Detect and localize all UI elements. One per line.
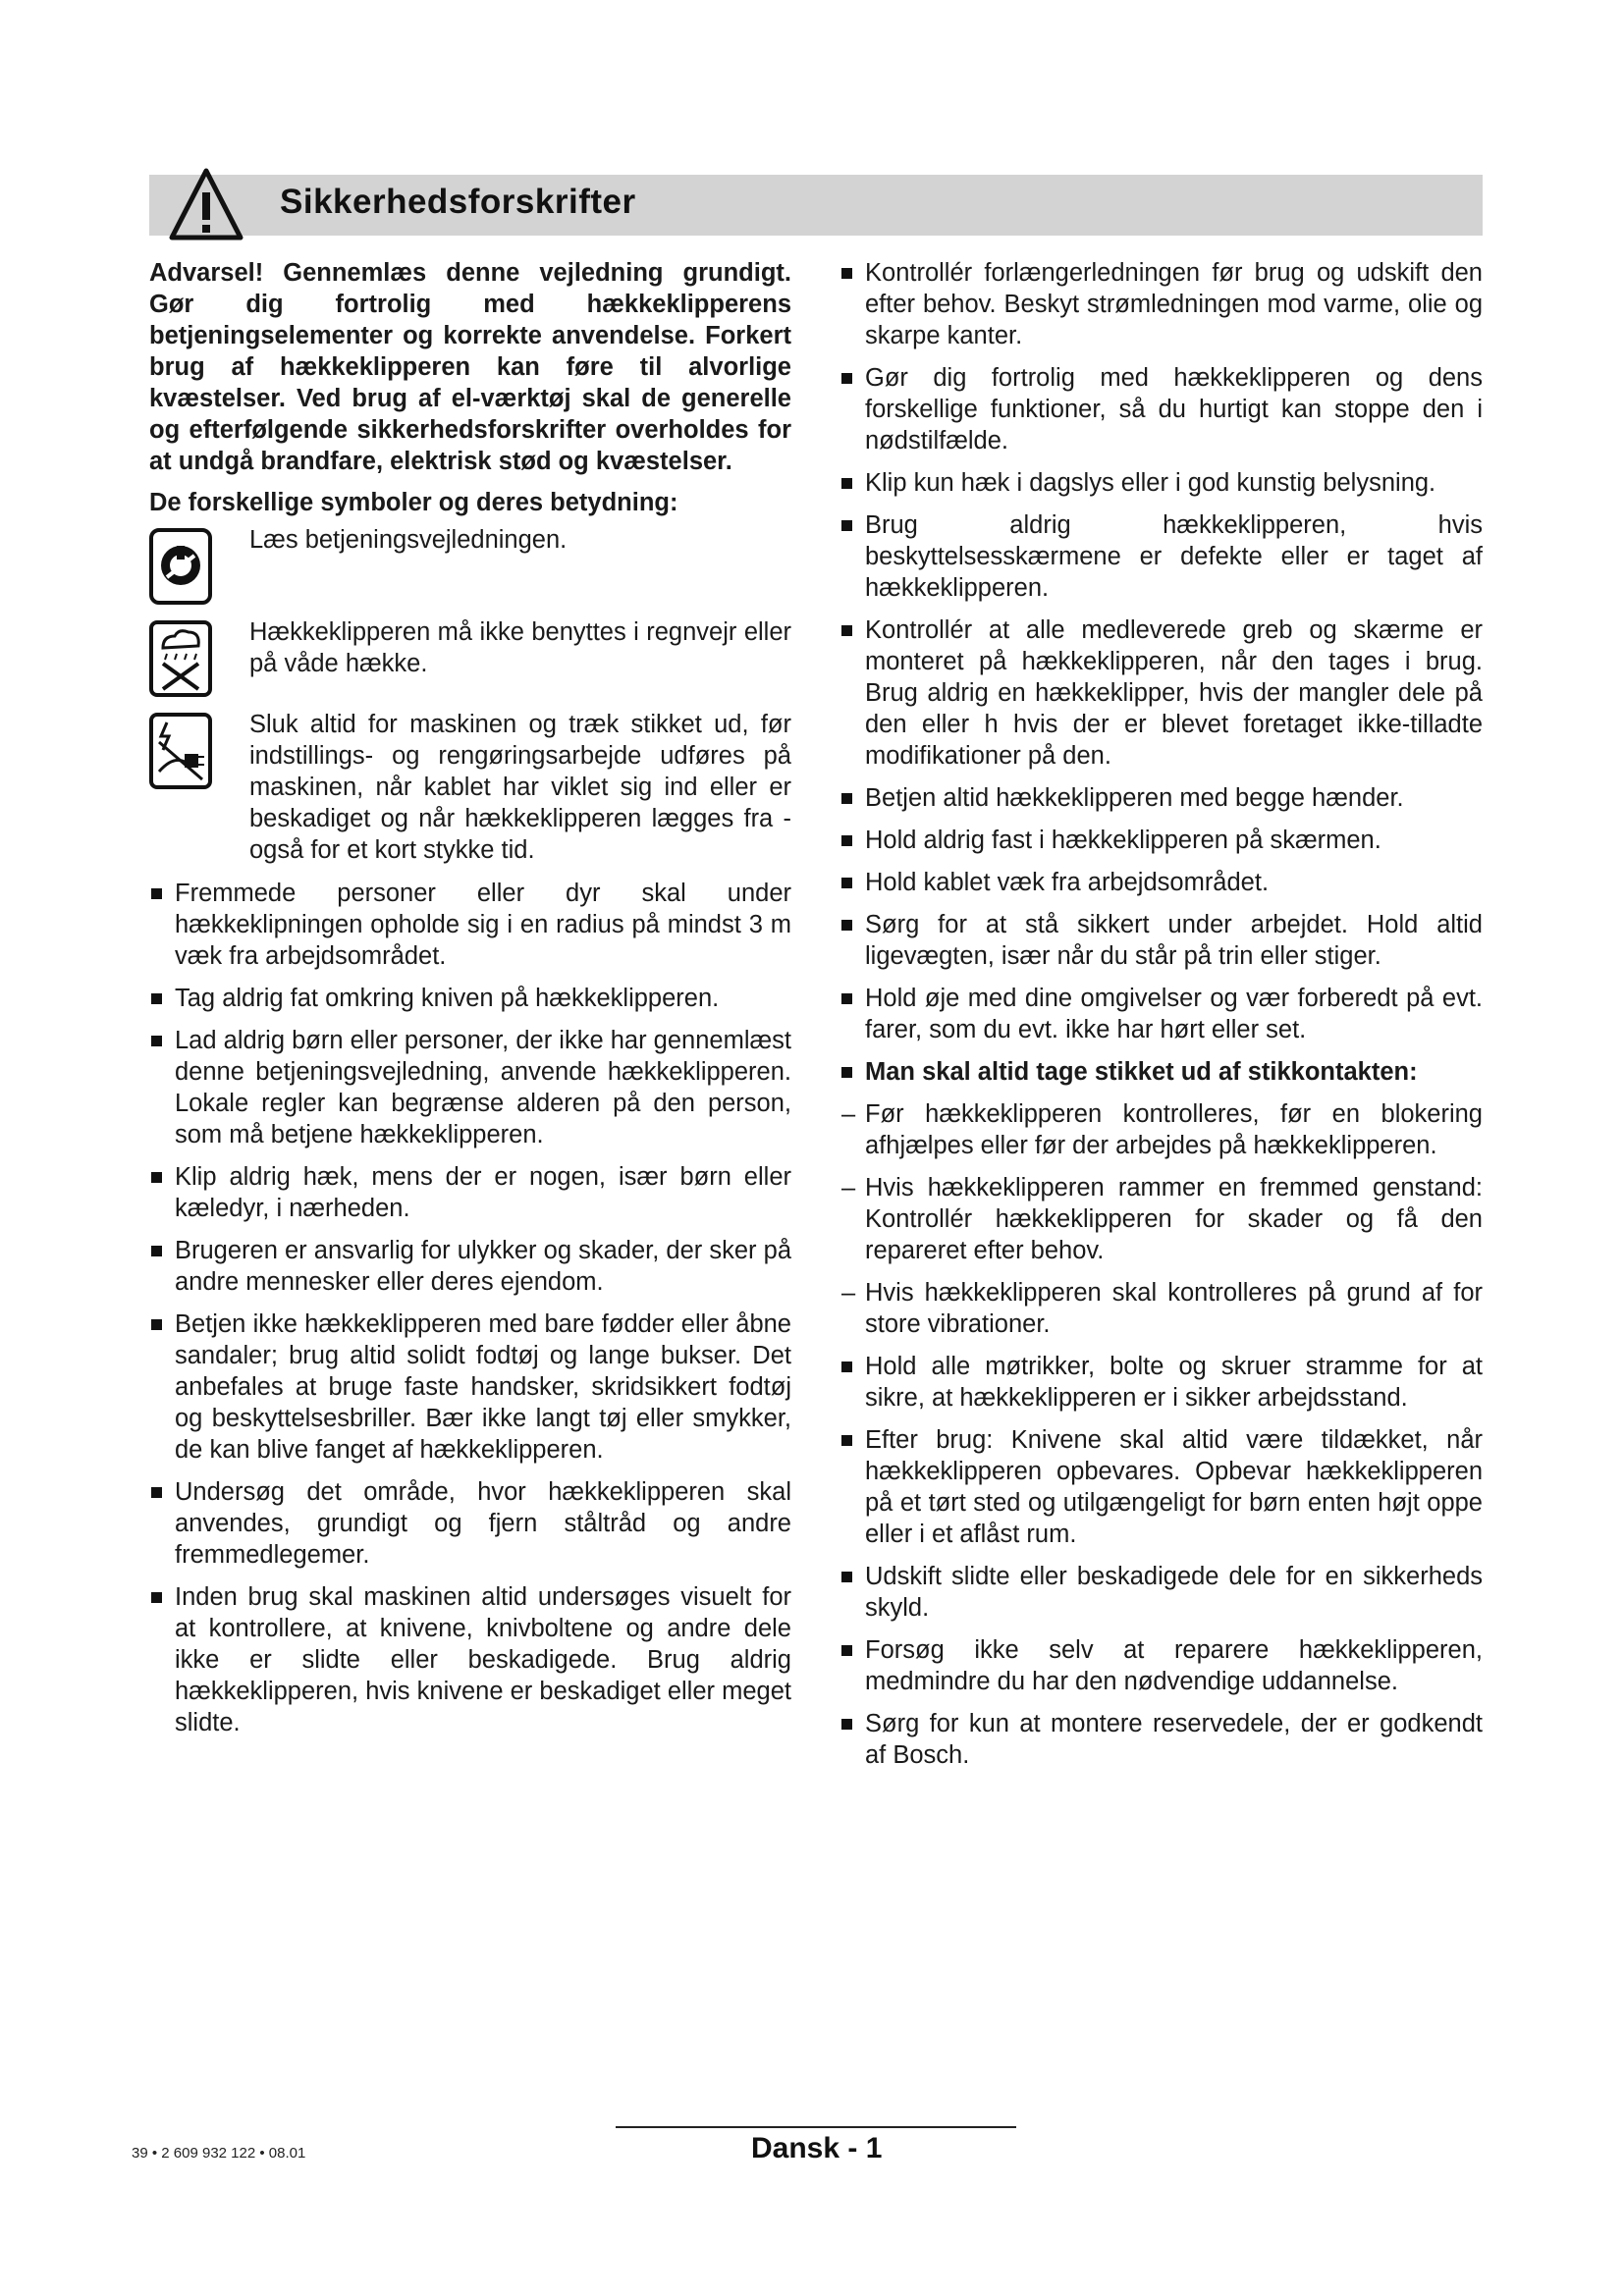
list-item: Undersøg det område, hvor hækkeklipperen skal anvendes, grundigt og fjern ståltråd og andre fremmedlegemer.: [149, 1476, 791, 1571]
list-item: Lad aldrig børn eller personer, der ikke har gennemlæst denne betjeningsvejledning, anvende hækkeklipperen. Lokale regler kan begrænse alderen på den person, som må betjene hækkeklipperen.: [149, 1025, 791, 1150]
list-item: Klip aldrig hæk, mens der er nogen, især børn eller kæledyr, i nærheden.: [149, 1161, 791, 1224]
symbol-text: Hækkeklipperen må ikke benyttes i regnvejr eller på våde hække.: [249, 618, 791, 677]
list-item: Betjen altid hækkeklipperen med begge hænder.: [839, 782, 1483, 814]
right-safety-list: [839, 257, 1483, 1771]
section-title: Sikkerhedsforskrifter: [280, 183, 636, 221]
list-item: Hold alle møtrikker, bolte og skruer stramme for at sikre, at hækkeklipperen er i sikker arbejdsstand.: [839, 1351, 1483, 1414]
unplug-icon: [149, 713, 212, 789]
list-item: Brugeren er ansvarlig for ulykker og skader, der sker på andre mennesker eller deres ejendom.: [149, 1235, 791, 1298]
list-item: Forsøg ikke selv at reparere hækkeklipperen, medmindre du har den nødvendige uddannelse.: [839, 1634, 1483, 1697]
list-item: Kontrollér at alle medleverede greb og skærme er monteret på hækkeklipperen, når den tages i brug. Brug aldrig en hækkeklipper, hvis der mangler dele på den eller h hvis der er blevet foretaget ikke-tilladte modifikationer på den.: [839, 614, 1483, 772]
read-manual-icon: [149, 528, 212, 605]
list-item: Gør dig fortrolig med hækkeklipperen og dens forskellige funktioner, så du hurtigt kan stoppe den i nødstilfælde.: [839, 362, 1483, 456]
list-item: Efter brug: Knivene skal altid være tildækket, når hækkeklipperen opbevares. Opbevar hækkeklipperen på et tørt sted og utilgængeligt for børn enten højt oppe eller i et aflåst rum.: [839, 1424, 1483, 1550]
dash-list-item: – Før hækkeklipperen kontrolleres, før en blokering afhjælpes eller før der arbejdes på hækkeklipperen.: [839, 1098, 1483, 1161]
symbol-row: [149, 709, 791, 866]
symbol-text: Sluk altid for maskinen og træk stikket ud, før indstillings- og rengøringsarbejde udføres på maskinen, når kablet har viklet sig ind eller er beskadiget og når hækkeklipperen lægges fra - også for et kort stykke tid.: [249, 711, 791, 864]
unplug-heading-item: Man skal altid tage stikket ud af stikkontakten:: [839, 1056, 1483, 1088]
list-item: Kontrollér forlængerledningen før brug og udskift den efter behov. Beskyt strømledningen mod varme, olie og skarpe kanter.: [839, 257, 1483, 351]
list-item: Sørg for kun at montere reservedele, der er godkendt af Bosch.: [839, 1708, 1483, 1771]
list-item: Tag aldrig fat omkring kniven på hækkeklipperen.: [149, 983, 791, 1014]
dash-list-item: – Hvis hækkeklipperen rammer en fremmed genstand: Kontrollér hækkeklipperen for skader og få den repareret efter behov.: [839, 1172, 1483, 1266]
symbol-text: Læs betjeningsvejledningen.: [249, 526, 568, 554]
document-code: 39 • 2 609 932 122 • 08.01: [132, 2145, 306, 2162]
left-column: [149, 257, 791, 1749]
symbols-heading: De forskellige symboler og deres betydning:: [149, 489, 678, 516]
list-item: Inden brug skal maskinen altid undersøges visuelt for at kontrollere, at knivene, knivboltene og andre dele ikke er slidte eller beskadigede. Brug aldrig hækkeklipperen, hvis knivene er beskadiget eller meget slidte.: [149, 1581, 791, 1738]
list-item: Hold kablet væk fra arbejdsområdet.: [839, 867, 1483, 898]
warning-triangle-icon: [169, 167, 244, 241]
list-item: Klip kun hæk i dagslys eller i god kunstig belysning.: [839, 467, 1483, 499]
symbol-row: [149, 616, 791, 697]
list-item: Udskift slidte eller beskadigede dele for en sikkerheds skyld.: [839, 1561, 1483, 1624]
footer-divider: [616, 2126, 1016, 2128]
list-item: Sørg for at stå sikkert under arbejdet. Hold altid ligevægten, især når du står på trin eller stiger.: [839, 909, 1483, 972]
warning-intro: Advarsel! Gennemlæs denne vejledning grundigt. Gør dig fortrolig med hækkeklipperens betjeningselementer og korrekte anvendelse. Forkert brug af hækkeklipperen kan føre til alvorlige kvæstelser. Ved brug af el-værktøj skal de generelle og efterfølgende sikkerhedsforskrifter overholdes for at undgå brandfare, elektrisk stød og kvæstelser.: [149, 259, 791, 475]
list-item: Hold aldrig fast i hækkeklipperen på skærmen.: [839, 825, 1483, 856]
list-item: Brug aldrig hækkeklipperen, hvis beskyttelsesskærmene er defekte eller er taget af hækkeklipperen.: [839, 509, 1483, 604]
list-item: Hold øje med dine omgivelser og vær forberedt på evt. farer, som du evt. ikke har hørt eller set.: [839, 983, 1483, 1045]
left-safety-list: [149, 878, 791, 1738]
right-column: [839, 257, 1483, 1782]
no-rain-icon: [149, 620, 212, 697]
list-item: Fremmede personer eller dyr skal under hækkeklipningen opholde sig i en radius på mindst 3 m væk fra arbejdsområdet.: [149, 878, 791, 972]
dash-list-item: – Hvis hækkeklipperen skal kontrolleres på grund af for store vibrationer.: [839, 1277, 1483, 1340]
list-item: Betjen ikke hækkeklipperen med bare fødder eller åbne sandaler; brug altid solidt fodtøj og lange bukser. Det anbefales at bruge faste handsker, skridsikkert fodtøj og beskyttelsesbriller. Bær ikke langt tøj eller smykker, de kan blive fanget af hækkeklipperen.: [149, 1308, 791, 1466]
symbol-row: [149, 524, 791, 605]
page-number: Dansk - 1: [751, 2132, 883, 2164]
